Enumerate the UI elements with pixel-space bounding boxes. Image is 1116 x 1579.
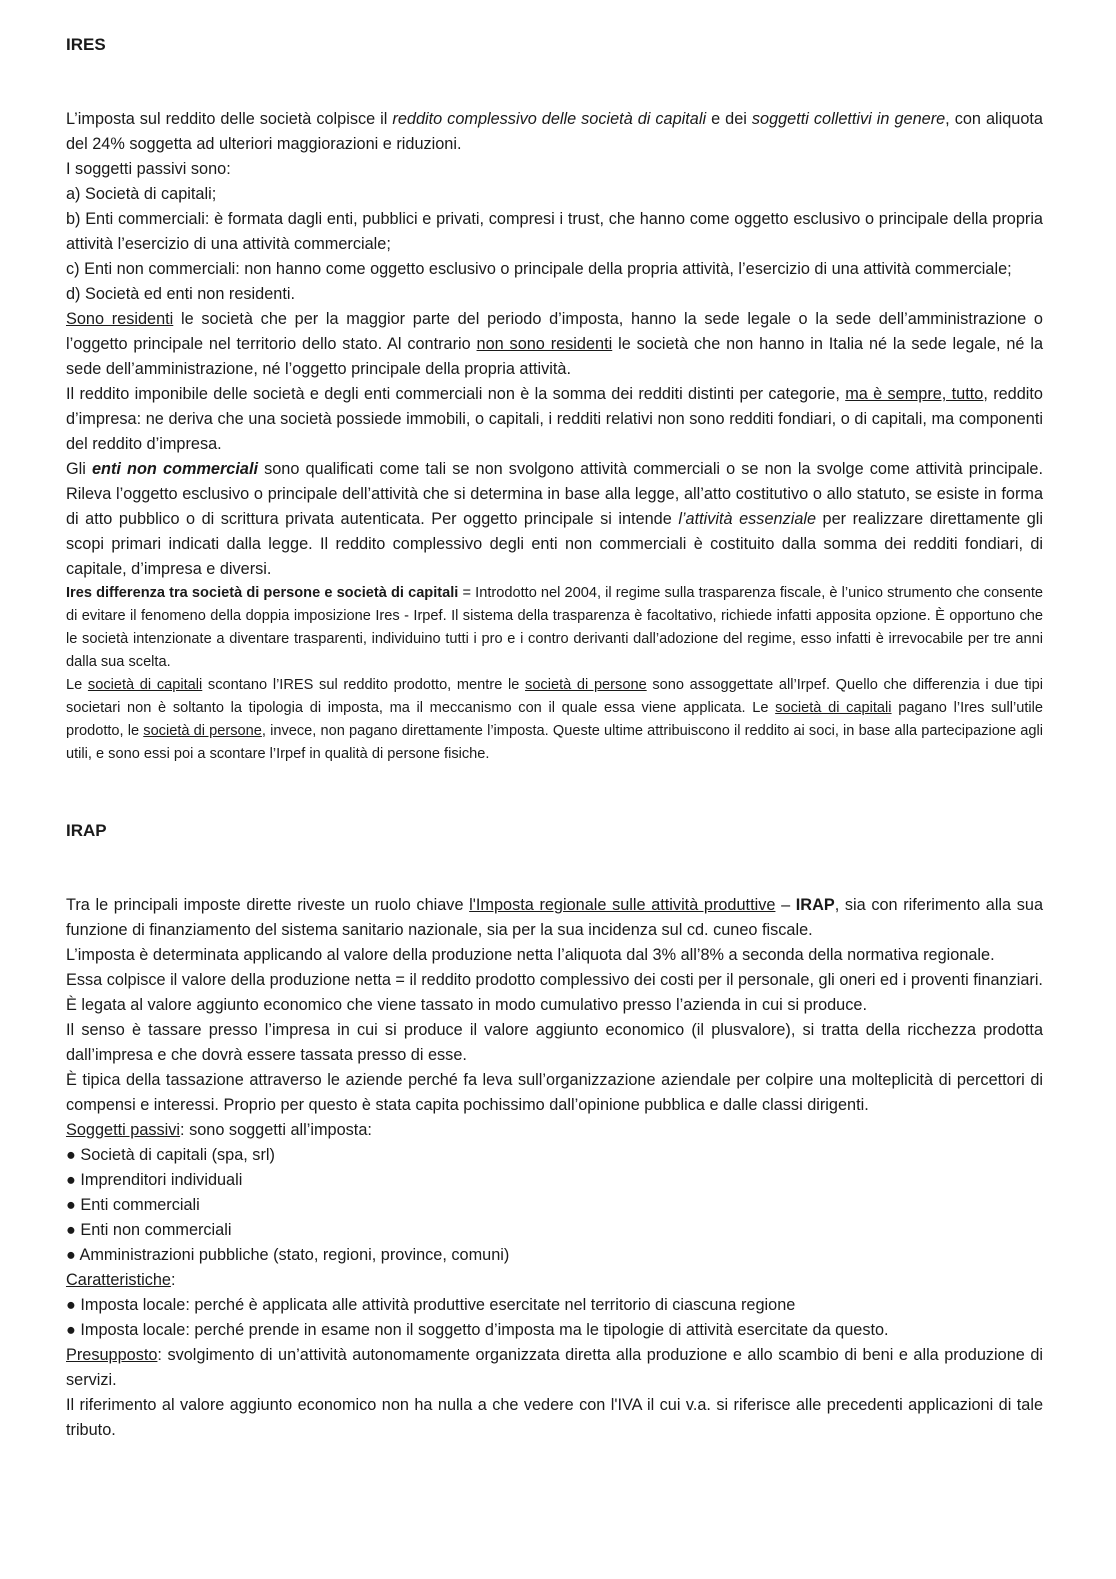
irap-soggetti-item: ● Amministrazioni pubbliche (stato, regioni, province, comuni) bbox=[66, 1246, 510, 1264]
irap-paragraph: È legata al valore aggiunto economico che viene tassato in modo cumulativo presso l’azienda in cui si produce. bbox=[66, 996, 867, 1014]
irap-soggetti-item: ● Imprenditori individuali bbox=[66, 1171, 243, 1189]
ires-list-item: b) Enti commerciali: è formata dagli enti, pubblici e privati, compresi i trust, che hanno come oggetto esclusivo o principale della propria attività l’esercizio di una attività commerciale; bbox=[66, 210, 1043, 253]
irap-heading: IRAP bbox=[66, 821, 107, 840]
document-page bbox=[66, 32, 1043, 1443]
irap-soggetti-passivi: Soggetti passivi: sono soggetti all’imposta: bbox=[66, 1121, 372, 1139]
ires-list-item: a) Società di capitali; bbox=[66, 185, 217, 203]
ires-differenza-paragraph: Ires differenza tra società di persone e società di capitali = Introdotto nel 2004, il regime sulla trasparenza fiscale, è l’unico strumento che consente di evitare il fenomeno della doppia imposizione Ires - Irpef. Il sistema della trasparenza è facoltativo, richiede infatti apposita opzione. È opportuno che le società intenzionate a diventare trasparenti, individuino tutti i pro e i contro derivanti dall’adozione del regime, esso infatti è irrevocabile per tre anni dalla sua scelta. bbox=[66, 585, 1044, 670]
irap-presupposto: Presupposto: svolgimento di un’attività autonomamente organizzata diretta alla produzione e allo scambio di beni e alla produzione di servizi. bbox=[66, 1346, 1043, 1389]
irap-paragraph: Essa colpisce il valore della produzione netta = il reddito prodotto complessivo dei costi per il personale, gli oneri ed i proventi finanziari. bbox=[66, 971, 1043, 989]
irap-soggetti-item: ● Società di capitali (spa, srl) bbox=[66, 1146, 275, 1164]
irap-paragraph: È tipica della tassazione attraverso le aziende perché fa leva sull’organizzazione aziendale per colpire una molteplicità di percettori di compensi e interessi. Proprio per questo è stata capita pochissimo dall’opinione pubblica e dalle classi dirigenti. bbox=[66, 1071, 1043, 1114]
ires-soggetti-intro: I soggetti passivi sono: bbox=[66, 160, 231, 178]
irap-caratteristiche-item: ● Imposta locale: perché è applicata alle attività produttive esercitate nel territorio di ciascuna regione bbox=[66, 1296, 796, 1314]
ires-residenti-paragraph: Sono residenti le società che per la maggior parte del periodo d’imposta, hanno la sede legale o la sede dell’amministrazione o l’oggetto principale nel territorio dello stato. Al contrario non sono residenti le società che non hanno in Italia né la sede legale, né la sede dell’amministrazione, né l’oggetto principale della propria attività. bbox=[66, 310, 1043, 378]
irap-intro-paragraph: Tra le principali imposte dirette riveste un ruolo chiave l'Imposta regionale sulle attività produttive – IRAP, sia con riferimento alla sua funzione di finanziamento del sistema sanitario nazionale, sia per la sua incidenza sul cd. cuneo fiscale. bbox=[66, 896, 1044, 939]
ires-heading: IRES bbox=[66, 35, 106, 54]
irap-caratteristiche: Caratteristiche: bbox=[66, 1271, 176, 1289]
ires-list-item: c) Enti non commerciali: non hanno come oggetto esclusivo o principale della propria attività, l’esercizio di una attività commerciale; bbox=[66, 260, 1012, 278]
ires-reddito-paragraph: Il reddito imponibile delle società e degli enti commerciali non è la somma dei redditi distinti per categorie, ma è sempre, tutto, reddito d’impresa: ne deriva che una società possiede immobili, o capitali, i redditi relativi non sono redditi fondiari, o di capitali, ma componenti del reddito d’impresa. bbox=[66, 385, 1043, 453]
ires-enti-non-commerciali-paragraph: Gli enti non commerciali sono qualificati come tali se non svolgono attività commerciali o se non la svolge come attività principale. Rileva l’oggetto esclusivo o principale dell’attività che si determina in base alla legge, all’atto costitutivo o allo statuto, se esiste in forma di atto pubblico o di scrittura privata autenticata. Per oggetto principale si intende l’attività essenziale per realizzare direttamente gli scopi primari indicati dalla legge. Il reddito complessivo degli enti non commerciali è costituito dalla somma dei redditi fondiari, di capitale, d’impresa e diversi. bbox=[66, 460, 1044, 578]
ires-list-item: d) Società ed enti non residenti. bbox=[66, 285, 295, 303]
ires-intro-paragraph: L’imposta sul reddito delle società colpisce il reddito complessivo delle società di capitali e dei soggetti collettivi in genere, con aliquota del 24% soggetta ad ulteriori maggiorazioni e riduzioni. bbox=[66, 110, 1043, 153]
irap-soggetti-item: ● Enti commerciali bbox=[66, 1196, 200, 1214]
irap-paragraph: L’imposta è determinata applicando al valore della produzione netta l’aliquota dal 3% all’8% a seconda della normativa regionale. bbox=[66, 946, 995, 964]
irap-soggetti-item: ● Enti non commerciali bbox=[66, 1221, 232, 1239]
irap-paragraph: Il senso è tassare presso l’impresa in cui si produce il valore aggiunto economico (il plusvalore), si tratta della ricchezza prodotta dall’impresa e che dovrà essere tassata presso di esse. bbox=[66, 1021, 1043, 1064]
ires-societa-paragraph: Le società di capitali scontano l’IRES sul reddito prodotto, mentre le società di persone sono assoggettate all’Irpef. Quello che differenzia i due tipi societari non è soltanto la tipologia di imposta, ma il meccanismo con il quale essa viene applicata. Le società di capitali pagano l’Ires sull’utile prodotto, le società di persone, invece, non pagano direttamente l’imposta. Queste ultime attribuiscono il reddito ai soci, in base alla partecipazione agli utili, e sono essi poi a scontare l’Irpef in qualità di persone fisiche. bbox=[66, 677, 1044, 762]
irap-iva-paragraph: Il riferimento al valore aggiunto economico non ha nulla a che vedere con l'IVA il cui v.a. si riferisce alle precedenti applicazioni di tale tributo. bbox=[66, 1396, 1043, 1439]
irap-caratteristiche-item: ● Imposta locale: perché prende in esame non il soggetto d’imposta ma le tipologie di attività esercitate da questo. bbox=[66, 1321, 889, 1339]
